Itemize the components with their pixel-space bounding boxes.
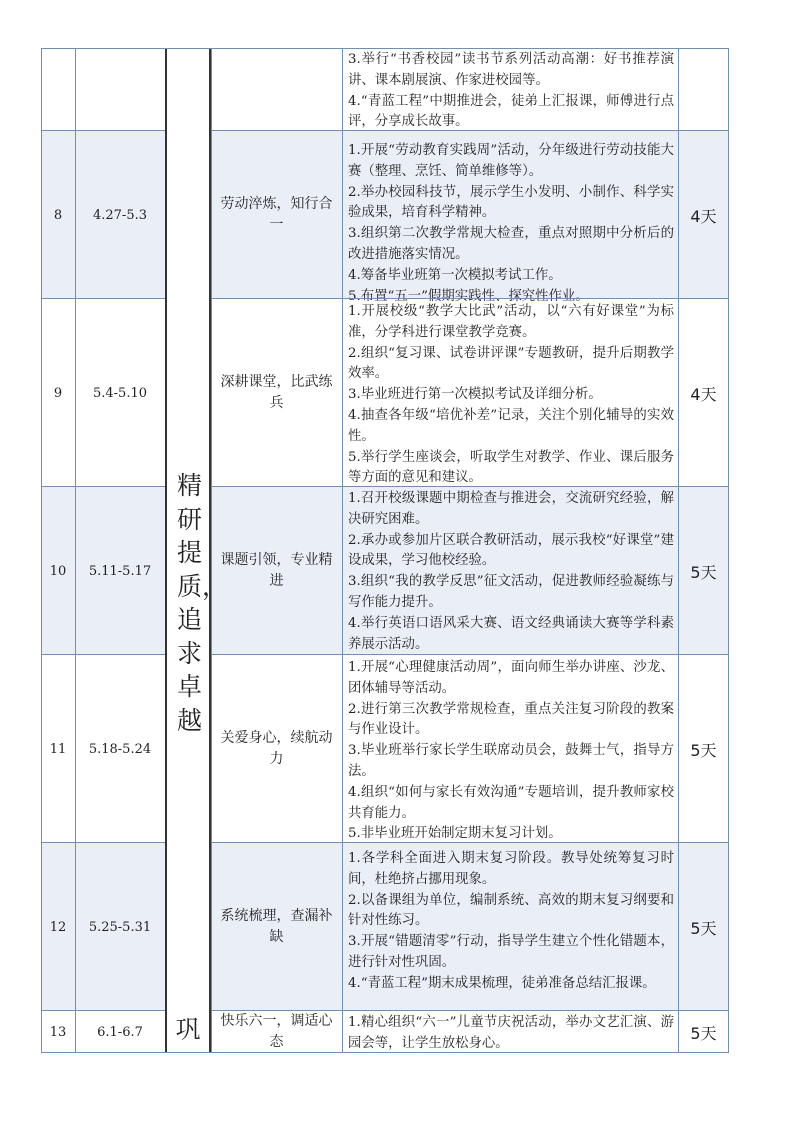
- grid-line: [211, 655, 212, 843]
- table-row: [41, 299, 729, 487]
- activity-item: 5.非毕业班开始制定期末复习计划。: [348, 826, 562, 842]
- activity-item: 2.组织“复习课、试卷讲评课”专题教研，提升后期教学效率。: [348, 345, 674, 382]
- table-row: [41, 487, 729, 655]
- theme-cell: [211, 131, 342, 299]
- grid-line: [75, 655, 76, 843]
- grid-line: [75, 131, 76, 299]
- theme-cell: [211, 487, 342, 655]
- days-cell-text: 4天: [690, 384, 717, 404]
- activity-item: 1.开展校级“教学大比武”活动，以“六有好课堂”为标准，分学科进行课堂教学竞赛。: [348, 304, 674, 340]
- stage-cell-next: [165, 1011, 211, 1053]
- theme-cell: [211, 48, 342, 131]
- activity-item: 4.举行英语口语风采大赛、语文经典诵读大赛等学科素养展示活动。: [348, 615, 674, 652]
- grid-line: [678, 843, 679, 1011]
- theme-cell-text: 快乐六一，调适心态: [220, 1013, 333, 1050]
- theme-cell-text: 系统梳理，查漏补缺: [220, 908, 333, 945]
- week-number-cell: [41, 131, 75, 299]
- days-cell: [678, 1011, 729, 1053]
- grid-line: [211, 48, 212, 131]
- date-range-cell: [75, 487, 165, 655]
- activity-item: 1.开展“心理健康活动周”，面向师生举办讲座、沙龙、团体辅导等活动。: [348, 660, 674, 696]
- grid-line: [211, 131, 212, 299]
- grid-line: [41, 1052, 729, 1053]
- theme-cell-text: 课题引领，专业精进: [220, 552, 333, 589]
- date-range-cell: [75, 48, 165, 131]
- theme-cell: [211, 299, 342, 487]
- grid-line: [75, 843, 76, 1011]
- grid-line: [211, 299, 212, 487]
- week-number-cell-text: 12: [49, 919, 67, 935]
- activity-item: 2.以备课组为单位，编制系统、高效的期末复习纲要和针对性练习。: [348, 892, 674, 929]
- stage-label-next: 巩: [175, 1015, 201, 1044]
- days-cell-text: 5天: [690, 918, 717, 938]
- activity-item: 3.开展“错题清零”行动，指导学生建立个性化错题本，进行针对性巩固。: [348, 934, 674, 970]
- activity-list: [342, 489, 678, 655]
- date-range-cell: [75, 843, 165, 1011]
- week-number-cell: [41, 655, 75, 843]
- grid-line: [678, 655, 679, 843]
- days-cell-text: 5天: [690, 740, 717, 760]
- activity-item: 1.召开校级课题中期检查与推进会，交流研究经验，解决研究困难。: [348, 491, 674, 527]
- activity-item: 1.精心组织“六一”儿童节庆祝活动，举办文艺汇演、游园会等，让学生放松身心。: [348, 1015, 674, 1051]
- week-number-cell: [41, 299, 75, 487]
- grid-line: [75, 48, 76, 131]
- week-number-cell-text: 9: [53, 385, 63, 401]
- grid-line: [75, 487, 76, 655]
- grid-line: [678, 487, 679, 655]
- grid-line: [342, 48, 343, 131]
- table-row: [41, 843, 729, 1011]
- days-cell-text: 4天: [690, 206, 717, 226]
- activity-list: [342, 302, 678, 489]
- activity-item: 2.进行第三次教学常规检查，重点关注复习阶段的教案与作业设计。: [348, 701, 674, 738]
- activity-item: 4.“青蓝工程”中期推进会，徒弟上汇报课，师傅进行点评，分享成长故事。: [348, 93, 674, 130]
- activity-list: [342, 849, 678, 995]
- date-range-cell-text: 5.18-5.24: [88, 741, 152, 757]
- grid-line: [342, 299, 343, 487]
- table-row: [41, 655, 729, 843]
- week-number-cell: [41, 843, 75, 1011]
- week-number-cell-text: 11: [49, 741, 67, 757]
- grid-line: [342, 655, 343, 843]
- week-number-cell-text: 13: [49, 1024, 67, 1040]
- grid-line: [211, 843, 212, 1011]
- activity-list: [342, 141, 678, 307]
- date-range-cell-text: 4.27-5.3: [92, 207, 147, 223]
- theme-cell: [211, 1011, 342, 1053]
- activity-list: [342, 50, 678, 133]
- theme-cell: [211, 843, 342, 1011]
- theme-cell-text: 劳动淬炼，知行合一: [220, 196, 333, 233]
- grid-line: [678, 299, 679, 487]
- week-number-cell: [41, 48, 75, 131]
- date-range-cell-text: 6.1-6.7: [97, 1024, 143, 1040]
- grid-line: [211, 487, 212, 655]
- days-cell: [678, 48, 729, 131]
- activity-item: 3.举行“书香校园”读书节系列活动高潮：好书推荐演讲、课本剧展演、作家进校园等。: [348, 52, 674, 88]
- days-cell: [678, 299, 729, 487]
- activity-item: 5.布置“五一”假期实践性、探究性作业。: [348, 288, 589, 304]
- table-row: [41, 131, 729, 304]
- date-range-cell-text: 5.4-5.10: [92, 385, 147, 401]
- week-number-cell: [41, 487, 75, 655]
- date-range-cell: [75, 655, 165, 843]
- theme-cell-text: 深耕课堂，比武练兵: [220, 374, 333, 411]
- days-cell: [678, 487, 729, 655]
- activity-list: [342, 1013, 678, 1055]
- date-range-cell-text: 5.11-5.17: [88, 563, 152, 579]
- date-range-cell-text: 5.25-5.31: [88, 919, 152, 935]
- grid-line: [211, 1011, 212, 1053]
- grid-line: [75, 1011, 76, 1053]
- week-number-cell-text: 8: [53, 207, 63, 223]
- activity-item: 1.各学科全面进入期末复习阶段。教导处统筹复习时间，杜绝挤占挪用现象。: [348, 851, 674, 887]
- days-cell: [678, 843, 729, 1011]
- days-cell: [678, 131, 729, 299]
- activity-item: 3.毕业班进行第一次模拟考试及详细分析。: [348, 387, 602, 403]
- activity-item: 1.开展“劳动教育实践周”活动，分年级进行劳动技能大赛（整理、烹饪、简单维修等）。: [348, 143, 674, 179]
- activity-item: 4.“青蓝工程”期末成果梳理，徒弟准备总结汇报课。: [348, 975, 656, 991]
- table-row: [41, 1011, 729, 1053]
- activity-item: 5.举行学生座谈会，听取学生对教学、作业、课后服务等方面的意见和建议。: [348, 449, 674, 486]
- activity-item: 4.抽查各年级“培优补差”记录，关注个别化辅导的实效性。: [348, 407, 674, 444]
- week-number-cell: [41, 1011, 75, 1053]
- date-range-cell: [75, 1011, 165, 1053]
- activity-item: 3.组织第二次教学常规大检查，重点对照期中分析后的改进措施落实情况。: [348, 226, 674, 262]
- days-cell: [678, 655, 729, 843]
- days-cell-text: 5天: [690, 1023, 717, 1043]
- activity-item: 4.筹备毕业班第一次模拟考试工作。: [348, 267, 562, 283]
- theme-cell: [211, 655, 342, 843]
- activity-item: 3.组织“我的教学反思”征文活动，促进教师经验凝练与写作能力提升。: [348, 574, 674, 610]
- activity-item: 2.承办或参加片区联合教研活动，展示我校“好课堂”建设成果，学习他校经验。: [348, 532, 674, 569]
- grid-line: [678, 131, 679, 299]
- stage-label: 精研提质，追求卓越: [177, 471, 228, 735]
- schedule-table: [41, 48, 729, 1053]
- days-cell-text: 5天: [690, 562, 717, 582]
- stage-cell-main: [165, 299, 228, 1011]
- activity-list: [342, 658, 678, 845]
- table-row: [41, 48, 729, 131]
- grid-line: [342, 1011, 343, 1053]
- grid-line: [75, 299, 76, 487]
- date-range-cell: [75, 299, 165, 487]
- grid-line: [678, 1011, 679, 1053]
- grid-line: [342, 131, 343, 299]
- stage-cell-prev: [165, 48, 211, 299]
- activity-item: 3.毕业班举行家长学生联席动员会，鼓舞士气，指导方法。: [348, 743, 674, 779]
- activity-item: 2.举办校园科技节，展示学生小发明、小制作、科学实验成果，培育科学精神。: [348, 184, 674, 221]
- activity-item: 4.组织“如何与家长有效沟通”专题培训，提升教师家校共育能力。: [348, 784, 674, 821]
- week-number-cell-text: 10: [49, 563, 67, 579]
- grid-line: [342, 843, 343, 1011]
- grid-line: [678, 48, 679, 131]
- date-range-cell: [75, 131, 165, 299]
- theme-cell-text: 关爱身心，续航动力: [220, 730, 333, 767]
- grid-line: [342, 487, 343, 655]
